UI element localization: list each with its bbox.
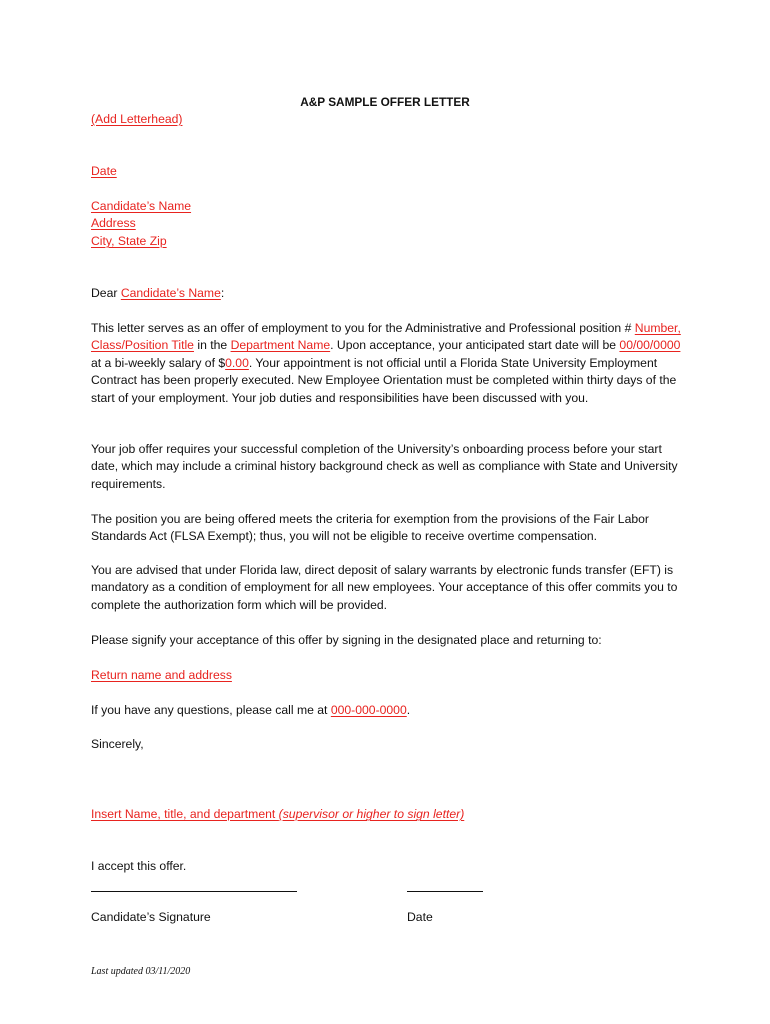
start-date: 00/00/0000 [619, 338, 681, 353]
closing: Sincerely, [91, 737, 144, 751]
letterhead-placeholder: (Add Letterhead) [91, 112, 183, 126]
onboarding-paragraph: Your job offer requires your successful completion of the University’s onboarding process before your start date, which may include a criminal history background check as well as compliance with State and University requirements. [91, 442, 678, 491]
phone-number: 000-000-0000 [330, 703, 407, 717]
questions-prefix: If you have any questions, please call me at [91, 703, 331, 717]
offer-text-5: at a bi-weekly salary of $ [91, 355, 226, 370]
date-placeholder: Date [91, 164, 117, 178]
date-label: Date [407, 910, 433, 924]
signer-main: Insert Name, title, and department [91, 807, 279, 821]
offer-text-4: . Upon acceptance, your anticipated start date will be [330, 338, 620, 353]
salutation-suffix: : [220, 286, 225, 300]
recipient-name: Candidate’s Name [91, 199, 192, 213]
direct-deposit-paragraph: You are advised that under Florida law, direct deposit of salary warrants by electronic funds transfer (EFT) is mandatory as a condition of employment for all new employees. Your acceptance of this offer commits you to complete the authorization form which will be provided. [91, 563, 678, 612]
class-position-title: Class/Position Title [91, 338, 194, 353]
questions-line [91, 702, 410, 719]
salutation [91, 285, 224, 302]
signature-line [91, 891, 297, 892]
recipient-city-state-zip: City, State Zip [91, 234, 167, 248]
department-name: Department Name [230, 338, 331, 353]
questions-suffix: . [406, 703, 411, 717]
recipient-address: Address [91, 216, 136, 230]
accept-statement: I accept this offer. [91, 859, 187, 873]
offer-text-6: . Your appointment is not official until a Florida State University Employment Contract has been properly executed. New Employee Orientation must be completed within thirty days of the start of your employment. Your job duties and responsibilities have been discussed with you. [91, 355, 677, 405]
last-updated-footer: Last updated 03/11/2020 [91, 966, 191, 977]
salary-amount: 0.00 [225, 355, 249, 370]
signer-note: (supervisor or higher to sign letter) [278, 807, 465, 821]
offer-text-3: in the [193, 338, 231, 353]
offer-text-1: This letter serves as an offer of employment to you for the Administrative and Professional position # [91, 321, 632, 335]
flsa-paragraph: The position you are being offered meets the criteria for exemption from the provisions of the Fair Labor Standards Act (FLSA Exempt); thus, you will not be eligible to receive overtime compensation. [91, 512, 649, 544]
acceptance-instruction: Please signify your acceptance of this offer by signing in the designated place and returning to: [91, 633, 602, 647]
signer-placeholder [91, 806, 464, 823]
salutation-prefix: Dear [91, 286, 121, 300]
offer-paragraph [91, 320, 683, 407]
salutation-name: Candidate’s Name [120, 286, 221, 300]
signature-label: Candidate’s Signature [91, 910, 211, 924]
date-line [407, 891, 483, 892]
position-number: Number, [634, 321, 681, 335]
letter-title: A&P SAMPLE OFFER LETTER [300, 95, 470, 109]
return-address-placeholder: Return name and address [91, 668, 232, 682]
